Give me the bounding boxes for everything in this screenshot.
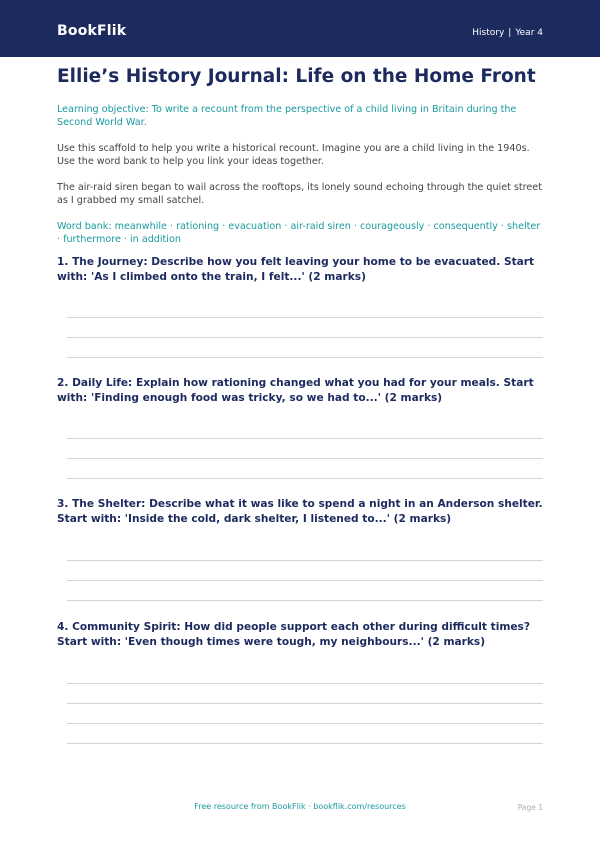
- year-label: Year 4: [515, 28, 543, 38]
- page-number: Page 1: [517, 803, 543, 812]
- page-title: Ellie’s History Journal: Life on the Home Front: [57, 66, 536, 87]
- answer-line[interactable]: [67, 458, 543, 459]
- question-text: 4. Community Spirit: How did people support each other during difficult times? Start with: 'Even though times were tough, my neighbours...' (2 marks): [57, 621, 531, 648]
- answer-line[interactable]: [67, 703, 543, 704]
- answer-line[interactable]: [67, 357, 543, 358]
- question-4: [57, 620, 543, 750]
- header-separator: |: [508, 28, 512, 38]
- answer-lines[interactable]: [57, 650, 543, 750]
- question-text: 3. The Shelter: Describe what it was like to spend a night in an Anderson shelter. Start with: 'Inside the cold, dark shelter, I listened to...' (2 marks): [57, 498, 543, 525]
- question-1: [57, 255, 543, 365]
- question-text: 2. Daily Life: Explain how rationing changed what you had for your meals. Start with: 'Finding enough food was tricky, so we had to...' (2 marks): [57, 377, 534, 404]
- subject-year: [472, 28, 543, 38]
- answer-line[interactable]: [67, 438, 543, 439]
- answer-lines[interactable]: [57, 285, 543, 365]
- answer-line[interactable]: [67, 478, 543, 479]
- question-2: [57, 376, 543, 486]
- question-text: 1. The Journey: Describe how you felt leaving your home to be evacuated. Start with: 'As I climbed onto the train, I felt...' (2 marks): [57, 256, 535, 283]
- answer-line[interactable]: [67, 560, 543, 561]
- brand-logo: BookFlik: [57, 23, 127, 39]
- story-opening: The air-raid siren began to wail across the rooftops, its lonely sound echoing through the quiet street as I grabbed my small satchel.: [57, 182, 542, 206]
- intro-section: [57, 66, 543, 246]
- word-bank: Word bank: meanwhile · rationing · evacuation · air-raid siren · courageously · consequently · shelter · furthermore · in addition: [57, 221, 541, 245]
- question-3: [57, 497, 543, 607]
- answer-line[interactable]: [67, 600, 543, 601]
- subject-label: History: [472, 28, 505, 38]
- page-header: [0, 0, 600, 57]
- answer-line[interactable]: [67, 723, 543, 724]
- answer-line[interactable]: [67, 683, 543, 684]
- answer-line[interactable]: [67, 317, 543, 318]
- answer-line[interactable]: [67, 580, 543, 581]
- answer-line[interactable]: [67, 743, 543, 744]
- footer-credit: Free resource from BookFlik · bookflik.com/resources: [194, 802, 406, 811]
- answer-lines[interactable]: [57, 527, 543, 607]
- answer-lines[interactable]: [57, 406, 543, 486]
- answer-line[interactable]: [67, 337, 543, 338]
- instructions: Use this scaffold to help you write a historical recount. Imagine you are a child living in the 1940s. Use the word bank to help you link your ideas together.: [57, 143, 530, 167]
- learning-objective: Learning objective: To write a recount from the perspective of a child living in Britain during the Second World War.: [57, 104, 517, 128]
